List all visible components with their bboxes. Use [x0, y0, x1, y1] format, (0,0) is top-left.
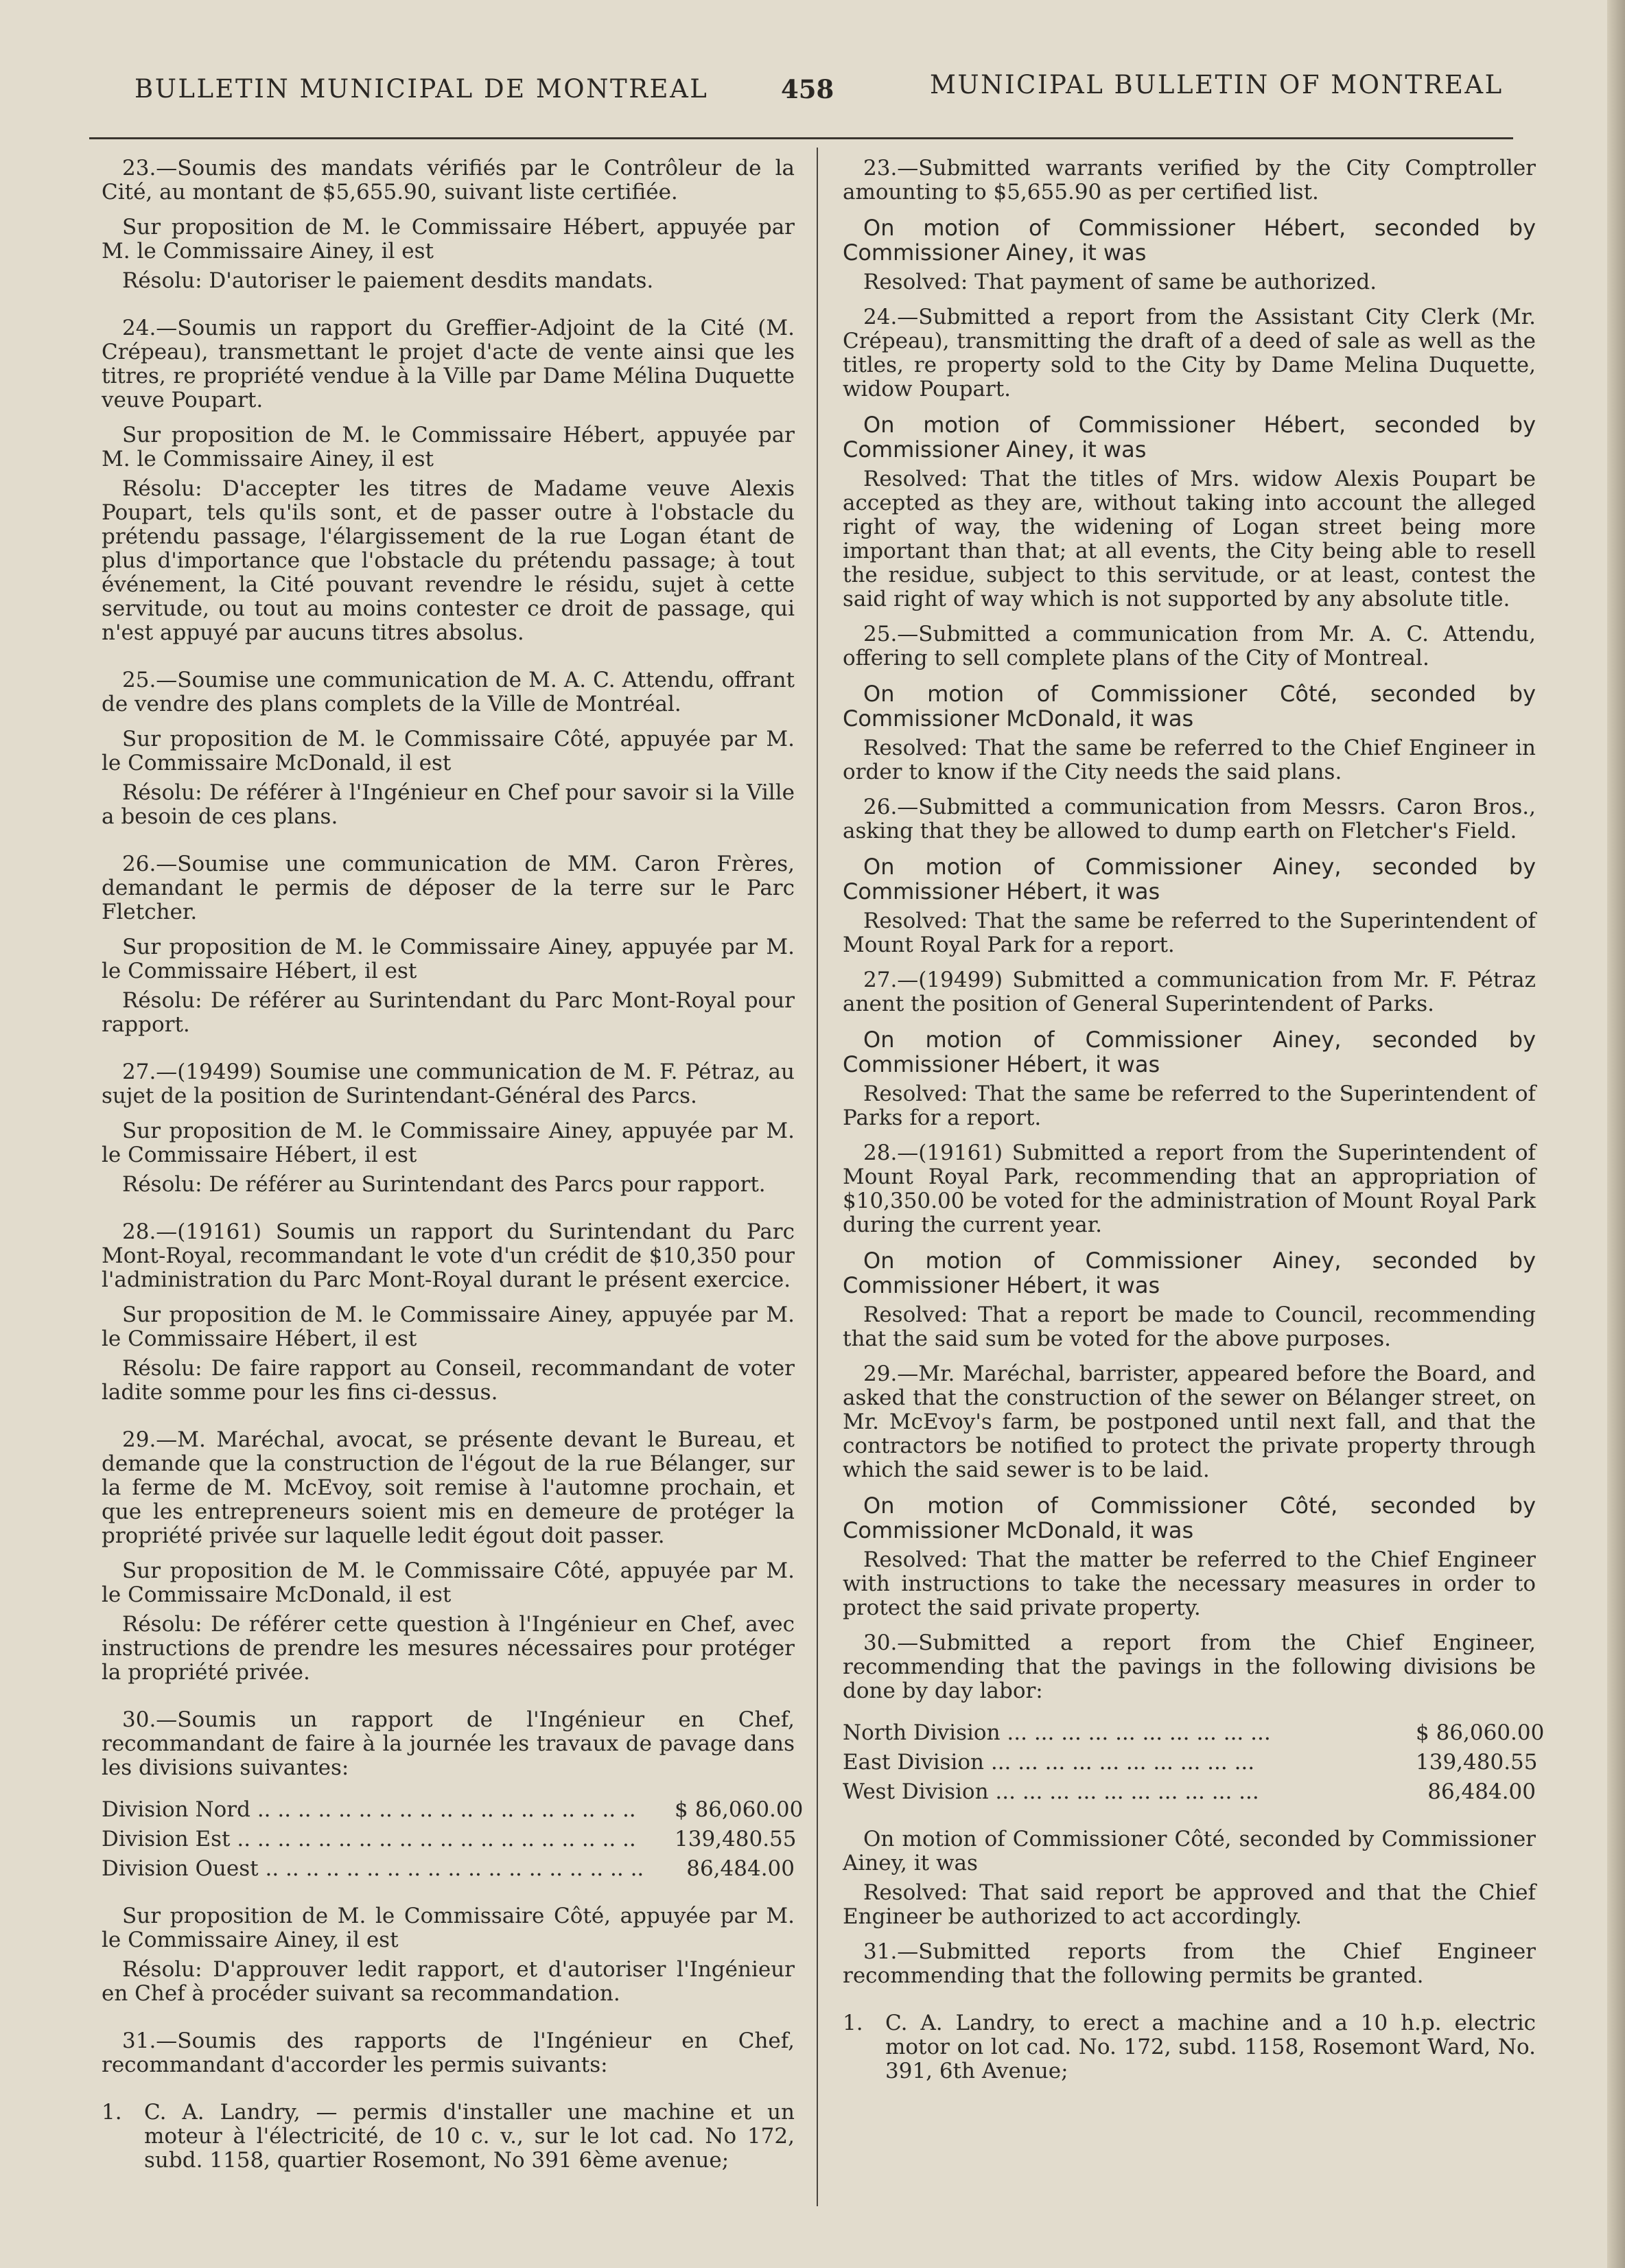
header-rule: [89, 137, 1513, 139]
list-number: 1.: [102, 2100, 122, 2125]
resolution-24-en: Resolved: That the titles of Mrs. widow Alexis Poupart be accepted as they are, without taking into account the alleged right of way, the widening of Logan street being more important than that; at all events, the City being able to resell the residue, subject to this servitude, or at least, contest the said right of way which is not supported by any absolute title.: [843, 467, 1536, 611]
item-27-fr: 27.—(19499) Soumise une communication de M. F. Pétraz, au sujet de la position de Surintendant-Général des Parcs.: [102, 1060, 795, 1108]
resolution-27-en: Resolved: That the same be referred to the Superintendent of Parks for a report.: [843, 1082, 1536, 1130]
motion-29-en: On motion of Commissioner Côté, seconded by Commissioner McDonald, it was: [843, 1493, 1536, 1543]
item-30-en: 30.—Submitted a report from the Chief Engineer, recommending that the pavings in the following divisions be done by day labor:: [843, 1630, 1536, 1703]
resolution-29-en: Resolved: That the matter be referred to the Chief Engineer with instructions to take the necessary measures in order to protect the said private property.: [843, 1547, 1536, 1620]
motion-28-fr: Sur proposition de M. le Commissaire Ainey, appuyée par M. le Commissaire Hébert, il est: [102, 1302, 795, 1351]
table-row: Division Ouest .. .. .. .. .. .. .. .. .. .. .. .. .. .. .. .. .. .. .. 86,484.00: [102, 1854, 795, 1884]
motion-27-fr: Sur proposition de M. le Commissaire Ainey, appuyée par M. le Commissaire Hébert, il est: [102, 1119, 795, 1167]
resolution-28-fr: Résolu: De faire rapport au Conseil, recommandant de voter ladite somme pour les fins ci-dessus.: [102, 1356, 795, 1405]
division-amount: $ 86,060.00: [1416, 1720, 1545, 1745]
table-row: East Division ... ... ... ... ... ... ... ... ... ... 139,480.55: [843, 1748, 1536, 1777]
division-amount: 139,480.55: [1416, 1750, 1538, 1775]
list-number: 1.: [843, 2011, 863, 2035]
resolution-24-fr: Résolu: D'accepter les titres de Madame veuve Alexis Poupart, tels qu'ils sont, et de passer outre à l'obstacle du prétendu passage, l'élargissement de la rue Logan étant de plus d'importance que l'obstacle du prétendu passage; à tout événement, la Cité pouvant revendre le résidu, sujet à cette servitude, ou tout au moins contester ce droit de passage, qui n'est appuyé par aucuns titres absolus.: [102, 476, 795, 645]
permit-1-fr: [102, 2101, 795, 2173]
english-column: [843, 156, 1545, 2083]
motion-23-en: On motion of Commissioner Hébert, seconded by Commissioner Ainey, it was: [843, 215, 1536, 266]
item-28-en: 28.—(19161) Submitted a report from the Superintendent of Mount Royal Park, recommending that an appropriation of $10,350.00 be voted for the administration of Mount Royal Park during the current year.: [843, 1141, 1536, 1237]
division-amount: $ 86,060.00: [675, 1797, 804, 1822]
item-23-en: 23.—Submitted warrants verified by the City Comptroller amounting to $5,655.90 as per certified list.: [843, 156, 1536, 204]
motion-24-en: On motion of Commissioner Hébert, seconded by Commissioner Ainey, it was: [843, 412, 1536, 463]
table-row: West Division ... ... ... ... ... ... ... ... ... ... 86,484.00: [843, 1777, 1536, 1807]
list-text: C. A. Landry, to erect a machine and a 10 h.p. electric motor on lot cad. No. 172, subd. 1158, Rosemont Ward, No. 391, 6th Avenue;: [885, 2011, 1536, 2083]
item-25-fr: 25.—Soumise une communication de M. A. C. Attendu, offrant de vendre des plans complets de la Ville de Montréal.: [102, 668, 795, 716]
resolution-28-en: Resolved: That a report be made to Council, recommending that the said sum be voted for the above purposes.: [843, 1302, 1536, 1351]
division-amount: 139,480.55: [675, 1827, 797, 1851]
motion-27-en: On motion of Commissioner Ainey, seconded by Commissioner Hébert, it was: [843, 1027, 1536, 1077]
resolution-30-en: Resolved: That said report be approved and that the Chief Engineer be authorized to act accordingly.: [843, 1880, 1536, 1929]
division-label: North Division: [843, 1720, 1001, 1745]
division-label: Division Ouest: [102, 1856, 259, 1881]
table-row: North Division ... ... ... ... ... ... ... ... ... ... $ 86,060.00: [843, 1718, 1536, 1748]
header-english-title: MUNICIPAL BULLETIN OF MONTREAL: [930, 70, 1504, 100]
table-row: Division Nord .. .. .. .. .. .. .. .. .. .. .. .. .. .. .. .. .. .. .. $ 86,060.00: [102, 1795, 795, 1825]
resolution-25-en: Resolved: That the same be referred to the Chief Engineer in order to know if the City needs the said plans.: [843, 736, 1536, 784]
motion-24-fr: Sur proposition de M. le Commissaire Hébert, appuyée par M. le Commissaire Ainey, il est: [102, 423, 795, 471]
item-24-fr: 24.—Soumis un rapport du Greffier-Adjoint de la Cité (M. Crépeau), transmettant le projet d'acte de vente ainsi que les titres, re propriété vendue à la Ville par Dame Mélina Duquette veuve Poupart.: [102, 316, 795, 412]
list-text: C. A. Landry, — permis d'installer une machine et un moteur à l'électricité, de 10 c. v., sur le lot cad. No 172, subd. 1158, quartier Rosemont, No 391 6ème avenue;: [144, 2100, 795, 2173]
motion-30-fr: Sur proposition de M. le Commissaire Côté, appuyée par M. le Commissaire Ainey, il est: [102, 1904, 795, 1952]
item-28-fr: 28.—(19161) Soumis un rapport du Surintendant du Parc Mont-Royal, recommandant le vote d'un crédit de $10,350 pour l'administration du Parc Mont-Royal durant le présent exercice.: [102, 1219, 795, 1292]
item-23-fr: 23.—Soumis des mandats vérifiés par le Contrôleur de la Cité, au montant de $5,655.90, suivant liste certifiée.: [102, 156, 795, 204]
motion-25-en: On motion of Commissioner Côté, seconded by Commissioner McDonald, it was: [843, 681, 1536, 732]
division-label: East Division: [843, 1750, 984, 1775]
resolution-26-fr: Résolu: De référer au Surintendant du Parc Mont-Royal pour rapport.: [102, 988, 795, 1037]
item-24-en: 24.—Submitted a report from the Assistant City Clerk (Mr. Crépeau), transmitting the draft of a deed of sale as well as the titles, re property sold to the City by Dame Melina Duquette, widow Poupart.: [843, 305, 1536, 401]
resolution-26-en: Resolved: That the same be referred to the Superintendent of Mount Royal Park for a report.: [843, 909, 1536, 957]
division-label: Division Nord: [102, 1797, 250, 1822]
paving-table-fr: [102, 1795, 804, 1884]
resolution-30-fr: Résolu: D'approuver ledit rapport, et d'autoriser l'Ingénieur en Chef à procéder suivant sa recommandation.: [102, 1957, 795, 2006]
item-26-fr: 26.—Soumise une communication de MM. Caron Frères, demandant le permis de déposer de la terre sur le Parc Fletcher.: [102, 852, 795, 924]
division-label: Division Est: [102, 1827, 231, 1851]
motion-26-fr: Sur proposition de M. le Commissaire Ainey, appuyée par M. le Commissaire Hébert, il est: [102, 935, 795, 983]
resolution-27-fr: Résolu: De référer au Surintendant des Parcs pour rapport.: [122, 1172, 766, 1197]
page-edge: [1607, 0, 1625, 2268]
division-label: West Division: [843, 1779, 989, 1804]
resolution-29-fr: Résolu: De référer cette question à l'Ingénieur en Chef, avec instructions de prendre les mesures nécessaires pour protéger la propriété privée.: [102, 1612, 795, 1685]
page-number: 458: [781, 74, 834, 104]
item-26-en: 26.—Submitted a communication from Messrs. Caron Bros., asking that they be allowed to dump earth on Fletcher's Field.: [843, 795, 1536, 843]
motion-26-en: On motion of Commissioner Ainey, seconded by Commissioner Hébert, it was: [843, 854, 1536, 904]
item-30-fr: 30.—Soumis un rapport de l'Ingénieur en Chef, recommandant de faire à la journée les travaux de pavage dans les divisions suivantes:: [102, 1707, 795, 1780]
division-amount: 86,484.00: [1427, 1779, 1536, 1804]
resolution-23-en: Resolved: That payment of same be authorized.: [863, 270, 1377, 294]
item-29-fr: 29.—M. Maréchal, avocat, se présente devant le Bureau, et demande que la construction de l'égout de la rue Bélanger, sur la ferme de M. McEvoy, soit remise à l'automne prochain, et que les entrepreneurs soient mis en demeure de protéger la propriété privée sur laquelle ledit égout doit passer.: [102, 1427, 795, 1548]
division-amount: 86,484.00: [686, 1856, 795, 1881]
column-divider: [817, 148, 818, 2206]
motion-28-en: On motion of Commissioner Ainey, seconded by Commissioner Hébert, it was: [843, 1248, 1536, 1298]
item-27-en: 27.—(19499) Submitted a communication from Mr. F. Pétraz anent the position of General Superintendent of Parks.: [843, 968, 1536, 1016]
motion-23-fr: Sur proposition de M. le Commissaire Hébert, appuyée par M. le Commissaire Ainey, il est: [102, 215, 795, 264]
header-french-title: BULLETIN MUNICIPAL DE MONTREAL: [135, 74, 709, 104]
motion-29-fr: Sur proposition de M. le Commissaire Côté, appuyée par M. le Commissaire McDonald, il est: [102, 1558, 795, 1607]
permit-1-en: [843, 2011, 1536, 2083]
motion-30-en: On motion of Commissioner Côté, seconded by Commissioner Ainey, it was: [843, 1827, 1536, 1875]
french-column: [102, 156, 804, 2173]
resolution-25-fr: Résolu: De référer à l'Ingénieur en Chef pour savoir si la Ville a besoin de ces plans.: [102, 780, 795, 829]
item-29-en: 29.—Mr. Maréchal, barrister, appeared before the Board, and asked that the construction of the sewer on Bélanger street, on Mr. McEvoy's farm, be postponed until next fall, and that the contractors be notified to protect the private property through which the said sewer is to be laid.: [843, 1361, 1536, 1482]
item-25-en: 25.—Submitted a communication from Mr. A. C. Attendu, offering to sell complete plans of the City of Montreal.: [843, 622, 1536, 670]
item-31-en: 31.—Submitted reports from the Chief Engineer recommending that the following permits be granted.: [843, 1939, 1536, 1988]
table-row: Division Est .. .. .. .. .. .. .. .. .. .. .. .. .. .. .. .. .. .. .. .. 139,480.55: [102, 1825, 795, 1854]
paving-table-en: [843, 1718, 1545, 1807]
resolution-23-fr: Résolu: D'autoriser le paiement desdits mandats.: [122, 268, 654, 293]
item-31-fr: 31.—Soumis des rapports de l'Ingénieur en Chef, recommandant d'accorder les permis suivants:: [102, 2029, 795, 2077]
motion-25-fr: Sur proposition de M. le Commissaire Côté, appuyée par M. le Commissaire McDonald, il est: [102, 727, 795, 775]
